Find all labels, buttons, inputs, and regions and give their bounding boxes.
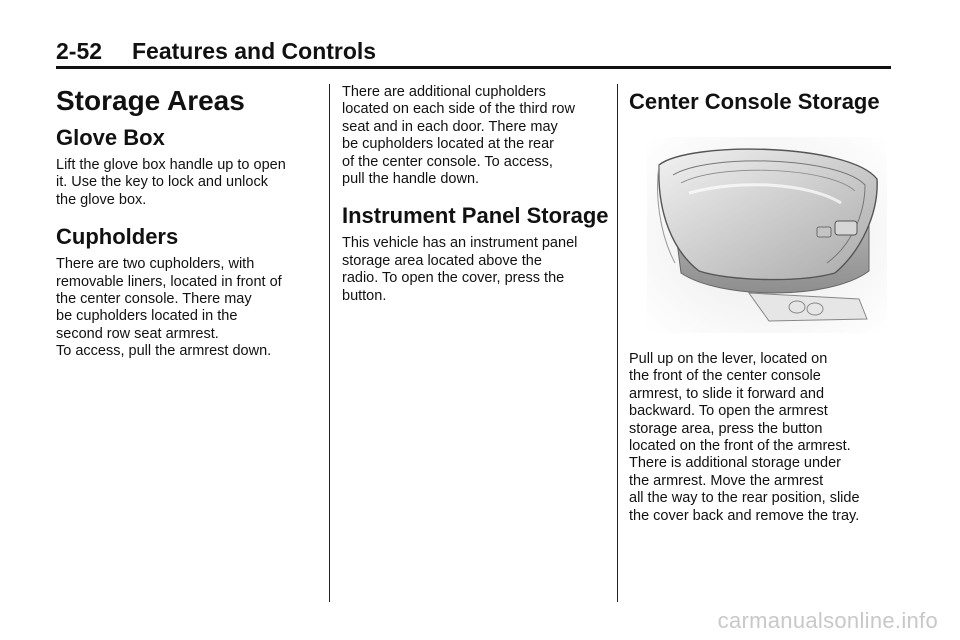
column-divider-1 (329, 84, 330, 602)
page-title: Storage Areas (56, 85, 245, 116)
column-2 (342, 84, 610, 305)
glove-box-heading: Glove Box (56, 125, 165, 150)
column-3 (629, 84, 897, 525)
additional-cupholders-text: There are additional cupholders located on each side of the third row seat and in each door. There may be cupholders located at the rear of the center console. To access, pull the handle down. (342, 84, 575, 188)
center-console-heading: Center Console Storage (629, 89, 880, 114)
column-1 (56, 84, 311, 361)
cupholders-heading: Cupholders (56, 224, 179, 250)
cupholders-text: There are two cupholders, with removable liners, located in front of the center console. There may be cupholders located in the second row seat armrest. To access, pull the armrest down. (56, 256, 282, 360)
section-title: Features and Controls (132, 38, 377, 64)
column-divider-2 (617, 84, 618, 602)
instrument-panel-text: This vehicle has an instrument panel storage area located above the radio. To open the cover, press the button. (342, 235, 578, 304)
page-number: 2-52 (56, 38, 103, 64)
page-header (56, 36, 891, 69)
center-console-text: Pull up on the lever, located on the front of the center console armrest, to slide it forward and backward. To open the armrest storage area, press the button located on the front of the armrest. There is additional storage under the armrest. Move the armrest all the way to the rear position, slide the cover back and remove the tray. (629, 351, 860, 524)
center-console-illustration (629, 123, 891, 335)
instrument-panel-heading: Instrument Panel Storage (342, 203, 609, 229)
watermark: carmanualsonline.info (717, 608, 938, 633)
glove-box-text: Lift the glove box handle up to open it. Use the key to lock and unlock the glove box. (56, 157, 286, 208)
